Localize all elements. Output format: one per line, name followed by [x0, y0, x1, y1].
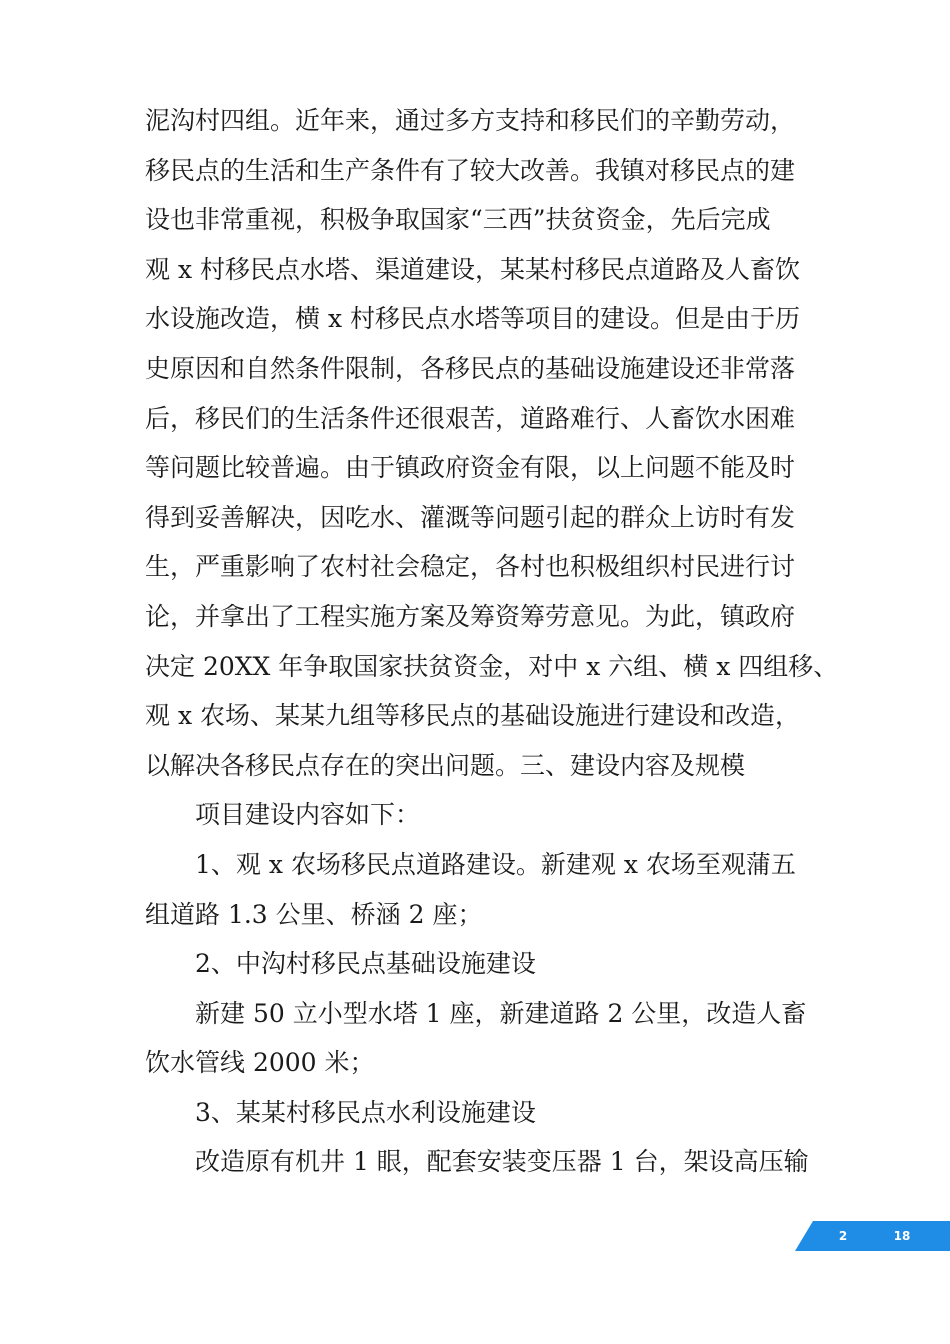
text-line: 决定 20XX 年争取国家扶贫资金，对中 x 六组、横 x 四组移、	[145, 651, 839, 681]
text-line: 2、中沟村移民点基础设施建设	[195, 949, 536, 979]
text-line: 新建 50 立小型水塔 1 座，新建道路 2 公里，改造人畜	[195, 998, 807, 1028]
text-line: 等问题比较普遍。由于镇政府资金有限，以上问题不能及时	[145, 453, 796, 483]
text-line: 项目建设内容如下：	[195, 800, 421, 830]
text-line: 组道路 1.3 公里、桥涵 2 座；	[145, 899, 483, 929]
text-line: 得到妥善解决，因吃水、灌溉等问题引起的群众上访时有发	[145, 502, 796, 532]
body-text	[145, 96, 839, 1187]
text-line: 水设施改造，横 x 村移民点水塔等项目的建设。但是由于历	[145, 304, 800, 334]
text-line: 生，严重影响了农村社会稳定，各村也积极组织村民进行讨	[145, 552, 796, 582]
text-line: 史原因和自然条件限制，各移民点的基础设施建设还非常落	[145, 353, 796, 383]
text-line: 观 x 村移民点水塔、渠道建设，某某村移民点道路及人畜饮	[145, 254, 800, 284]
current-page-number: 2	[838, 1229, 848, 1243]
text-line: 改造原有机井 1 眼，配套安装变压器 1 台，架设高压输	[195, 1147, 809, 1177]
text-line: 设也非常重视，积极争取国家“三西”扶贫资金，先后完成	[145, 205, 771, 235]
total-pages-number: 18	[893, 1229, 911, 1243]
page-number-bar	[795, 1221, 950, 1251]
text-line: 饮水管线 2000 米；	[145, 1048, 375, 1078]
text-line: 1、观 x 农场移民点道路建设。新建观 x 农场至观蒲五	[195, 849, 796, 879]
text-line: 泥沟村四组。近年来，通过多方支持和移民们的辛勤劳动，	[145, 106, 796, 135]
page-bar-shape	[795, 1221, 950, 1251]
text-line: 后，移民们的生活条件还很艰苦，道路难行、人畜饮水困难	[145, 403, 796, 433]
text-line: 论，并拿出了工程实施方案及筹资筹劳意见。为此，镇政府	[145, 601, 796, 631]
text-line: 观 x 农场、某某九组等移民点的基础设施进行建设和改造，	[145, 701, 800, 731]
text-line: 移民点的生活和生产条件有了较大改善。我镇对移民点的建	[145, 155, 796, 185]
text-line: 3、某某村移民点水利设施建设	[195, 1097, 536, 1127]
text-line: 以解决各移民点存在的突出问题。三、建设内容及规模	[145, 750, 746, 780]
